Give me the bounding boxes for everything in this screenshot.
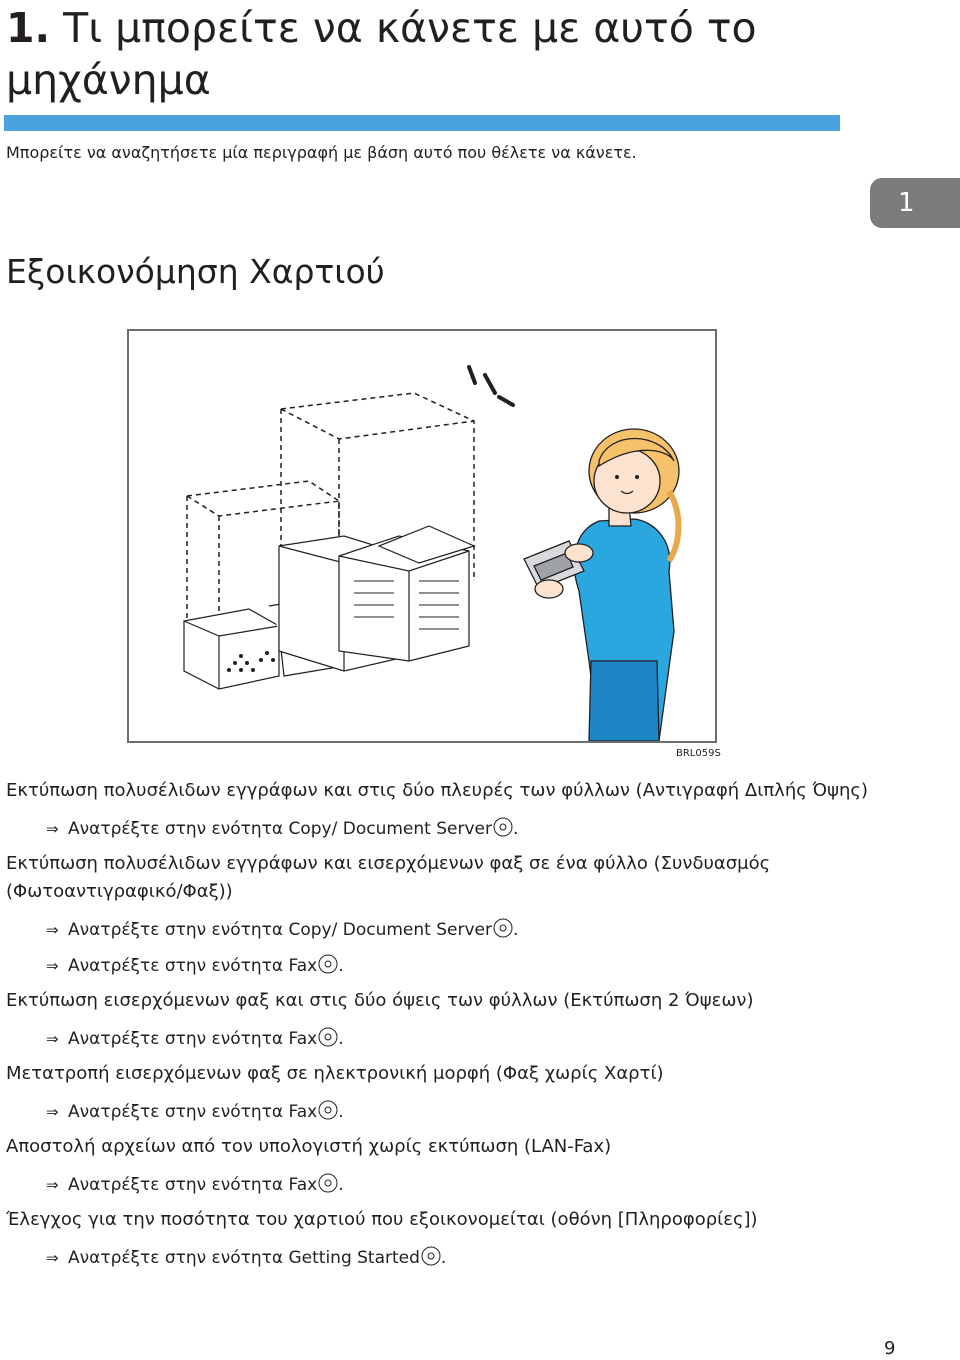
ref-suffix: .	[338, 1029, 344, 1049]
ref-link-copy-document-server[interactable]: Copy/ Document Server	[288, 920, 492, 940]
disc-icon	[493, 918, 513, 938]
figure-code: BRL059S	[676, 748, 721, 759]
title-underline-bar	[4, 115, 840, 131]
reference-line	[46, 1246, 446, 1268]
ref-suffix: .	[338, 1175, 344, 1195]
item-combine-copy-fax: Εκτύπωση πολυσέλιδων εγγράφων και εισερχόμενων φαξ σε ένα φύλλο (Συνδυασμός	[6, 853, 771, 874]
ref-link-copy-document-server[interactable]: Copy/ Document Server	[288, 819, 492, 839]
item-duplex-fax-print: Εκτύπωση εισερχόμενων φαξ και στις δύο όψεις των φύλλων (Εκτύπωση 2 Όψεων)	[6, 990, 754, 1011]
reference-line	[46, 954, 344, 976]
ref-prefix: Ανατρέξτε στην ενότητα	[68, 956, 289, 976]
ref-suffix: .	[512, 819, 519, 839]
ref-link-fax[interactable]: Fax	[288, 1175, 318, 1195]
reference-line	[46, 1027, 344, 1049]
disc-icon	[318, 1027, 338, 1047]
reference-line	[46, 1100, 344, 1122]
item-duplex-copy: Εκτύπωση πολυσέλιδων εγγράφων και στις δύο πλευρές των φύλλων (Αντιγραφή Διπλής Όψης)	[6, 780, 869, 801]
page-title-text: Τι μπορείτε να κάνετε με αυτό το μηχάνημα	[6, 4, 757, 104]
ref-prefix: Ανατρέξτε στην ενότητα	[68, 1175, 289, 1195]
ref-link-fax[interactable]: Fax	[288, 956, 318, 976]
ref-link-getting-started[interactable]: Getting Started	[288, 1248, 420, 1268]
item-combine-copy-fax-cont: (Φωτοαντιγραφικό/Φαξ))	[6, 881, 233, 902]
chapter-tab	[870, 178, 960, 228]
arrow-right-icon: ⇒	[46, 1249, 59, 1267]
chapter-tab-number: 1	[898, 188, 915, 218]
ref-suffix: .	[338, 956, 344, 976]
ref-suffix: .	[440, 1248, 447, 1268]
arrow-right-icon: ⇒	[46, 921, 59, 939]
page-title	[6, 2, 786, 106]
item-paperless-fax: Μετατροπή εισερχόμενων φαξ σε ηλεκτρονική μορφή (Φαξ χωρίς Χαρτί)	[6, 1063, 664, 1084]
reference-line	[46, 817, 518, 839]
disc-icon	[421, 1246, 441, 1266]
arrow-right-icon: ⇒	[46, 1103, 59, 1121]
ref-prefix: Ανατρέξτε στην ενότητα	[68, 1102, 289, 1122]
disc-icon	[318, 954, 338, 974]
chapter-number: 1.	[6, 4, 51, 52]
arrow-right-icon: ⇒	[46, 1030, 59, 1048]
arrow-right-icon: ⇒	[46, 820, 59, 838]
paper-saving-illustration	[129, 331, 715, 741]
arrow-right-icon: ⇒	[46, 957, 59, 975]
page-number: 9	[884, 1338, 896, 1359]
item-lan-fax: Αποστολή αρχείων από τον υπολογιστή χωρίς εκτύπωση (LAN-Fax)	[6, 1136, 612, 1157]
item-paper-saved-info: Έλεγχος για την ποσότητα του χαρτιού που εξοικονομείται (οθόνη [Πληροφορίες])	[6, 1209, 758, 1230]
section-title: Εξοικονόμηση Χαρτιού	[6, 252, 385, 291]
ref-suffix: .	[338, 1102, 344, 1122]
illustration-paper-saving	[127, 329, 717, 743]
disc-icon	[493, 817, 513, 837]
disc-icon	[318, 1100, 338, 1120]
reference-line	[46, 1173, 344, 1195]
ref-prefix: Ανατρέξτε στην ενότητα	[68, 1029, 289, 1049]
ref-prefix: Ανατρέξτε στην ενότητα	[68, 920, 289, 940]
reference-line	[46, 918, 518, 940]
intro-text: Μπορείτε να αναζητήσετε μία περιγραφή με βάση αυτό που θέλετε να κάνετε.	[6, 143, 637, 162]
disc-icon	[318, 1173, 338, 1193]
ref-link-fax[interactable]: Fax	[288, 1029, 318, 1049]
arrow-right-icon: ⇒	[46, 1176, 59, 1194]
ref-suffix: .	[512, 920, 519, 940]
ref-prefix: Ανατρέξτε στην ενότητα	[68, 1248, 289, 1268]
ref-prefix: Ανατρέξτε στην ενότητα	[68, 819, 289, 839]
ref-link-fax[interactable]: Fax	[288, 1102, 318, 1122]
